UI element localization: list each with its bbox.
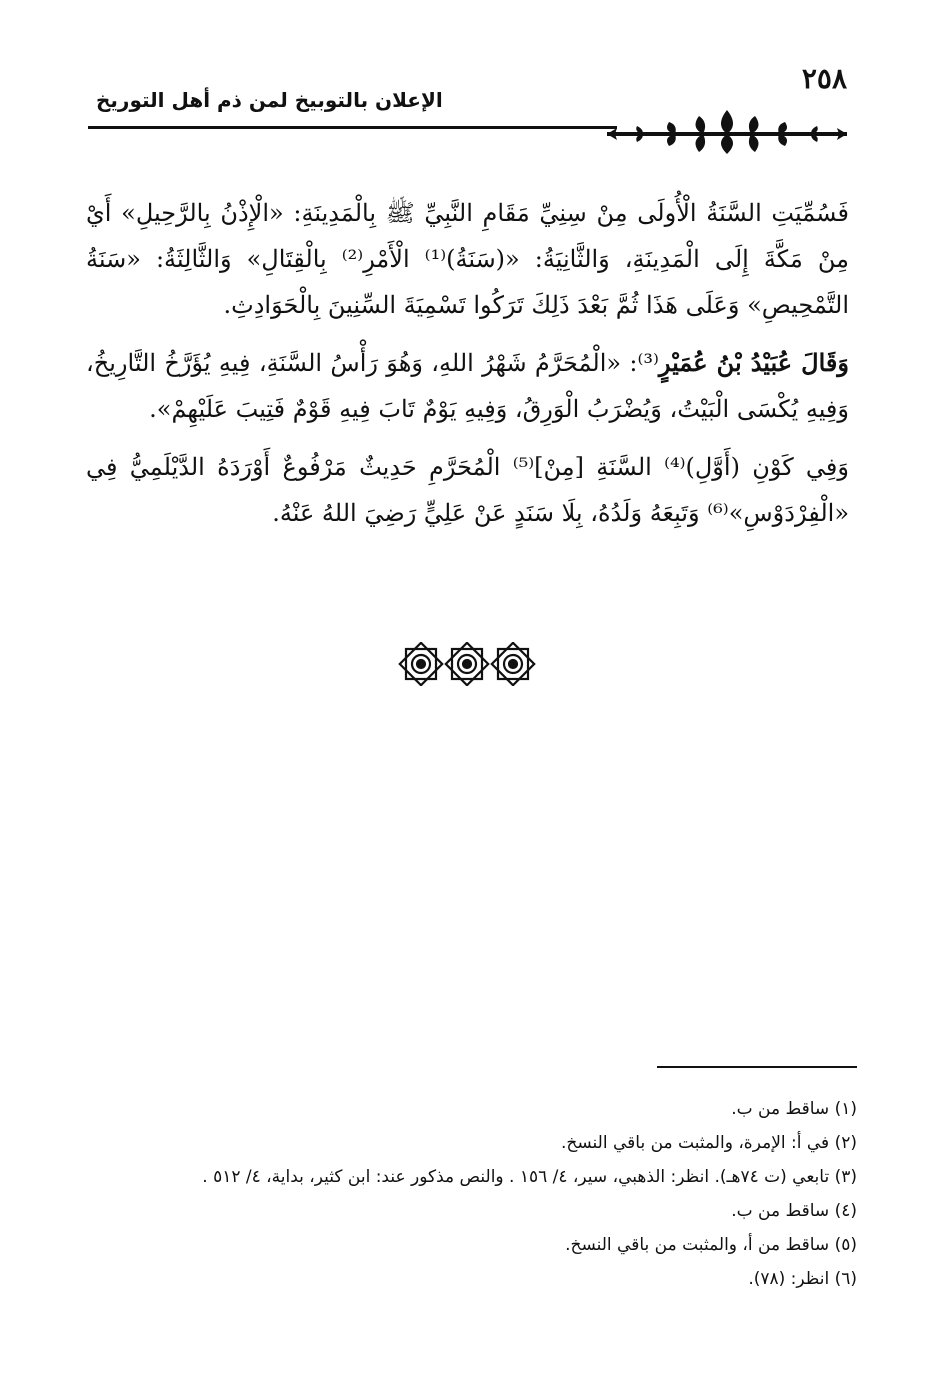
floral-ornament-icon	[607, 102, 847, 154]
running-title: الإعلان بالتوبيخ لمن ذم أهل التوريخ	[96, 88, 443, 112]
footnote-4: (٤) ساقط من ب.	[731, 1201, 857, 1221]
footnote-2: (٢) في أ: الإمرة، والمثبت من باقي النسخ.	[560, 1133, 857, 1153]
header-rule	[88, 126, 617, 129]
footnote-3: (٣) تابعي (ت ٧٤هـ). انظر: الذهبي، سير، ٤/ ١٥٦ . والنص مذكور عند: ابن كثير، بداية، ٤/ ٥١٢ .	[202, 1167, 857, 1187]
paragraph-1: فَسُمِّيَتِ السَّنَةُ الْأُولَى مِنْ سِنِيِّ مَقَامِ النَّبِيِّ ﷺ بِالْمَدِينَةِ: «الْإِذْنُ بِالرَّحِيلِ» أَيْ مِنْ مَكَّةَ إِلَى الْمَدِينَةِ، وَالثَّانِيَةُ: «(سَنَةُ)⁽¹⁾ الْأَمْرِ⁽²⁾ بِالْقِتَالِ» وَالثَّالِثَةُ: «سَنَةُ التَّمْحِيصِ» وَعَلَى هَذَا ثُمَّ بَعْدَ ذَلِكَ تَرَكُوا تَسْمِيَةَ السِّنِينَ بِالْحَوَادِثِ.	[86, 199, 849, 319]
main-text	[86, 190, 849, 548]
footnote-rule	[657, 1066, 857, 1068]
footnote-5: (٥) ساقط من أ، والمثبت من باقي النسخ.	[565, 1235, 857, 1255]
paragraph-2	[86, 340, 849, 432]
paragraph-2-text: ⁽³⁾: «الْمُحَرَّمُ شَهْرُ اللهِ، وَهُوَ رَأْسُ السَّنَةِ، فِيهِ يُؤَرَّخُ التَّارِيخُ، وَفِيهِ يُكْسَى الْبَيْتُ، وَيُضْرَبُ الْوَرِقُ، وَفِيهِ يَوْمٌ تَابَ فِيهِ قَوْمٌ فَتِيبَ عَلَيْهِمْ».	[86, 349, 849, 423]
quoted-name: وَقَالَ عُبَيْدُ بْنُ عُمَيْرٍ	[658, 348, 849, 377]
page-number: ٢٥٨	[801, 62, 847, 95]
page-header	[88, 62, 847, 152]
three-star-ornament-icon	[0, 642, 935, 686]
footnotes	[80, 1092, 857, 1296]
paragraph-3: وَفِي كَوْنِ (أَوَّلِ)⁽⁴⁾ السَّنَةِ [مِنْ]⁽⁵⁾ الْمُحَرَّمِ حَدِيثٌ مَرْفُوعٌ أَوْرَدَهُ الدَّيْلَمِيُّ فِي «الْفِرْدَوْسِ»⁽⁶⁾ وَتَبِعَهُ وَلَدُهُ، بِلَا سَنَدٍ عَنْ عَلِيٍّ رَضِيَ اللهُ عَنْهُ.	[86, 453, 849, 527]
footnote-6: (٦) انظر: (٧٨).	[748, 1269, 857, 1289]
footnote-1: (١) ساقط من ب.	[731, 1099, 857, 1119]
